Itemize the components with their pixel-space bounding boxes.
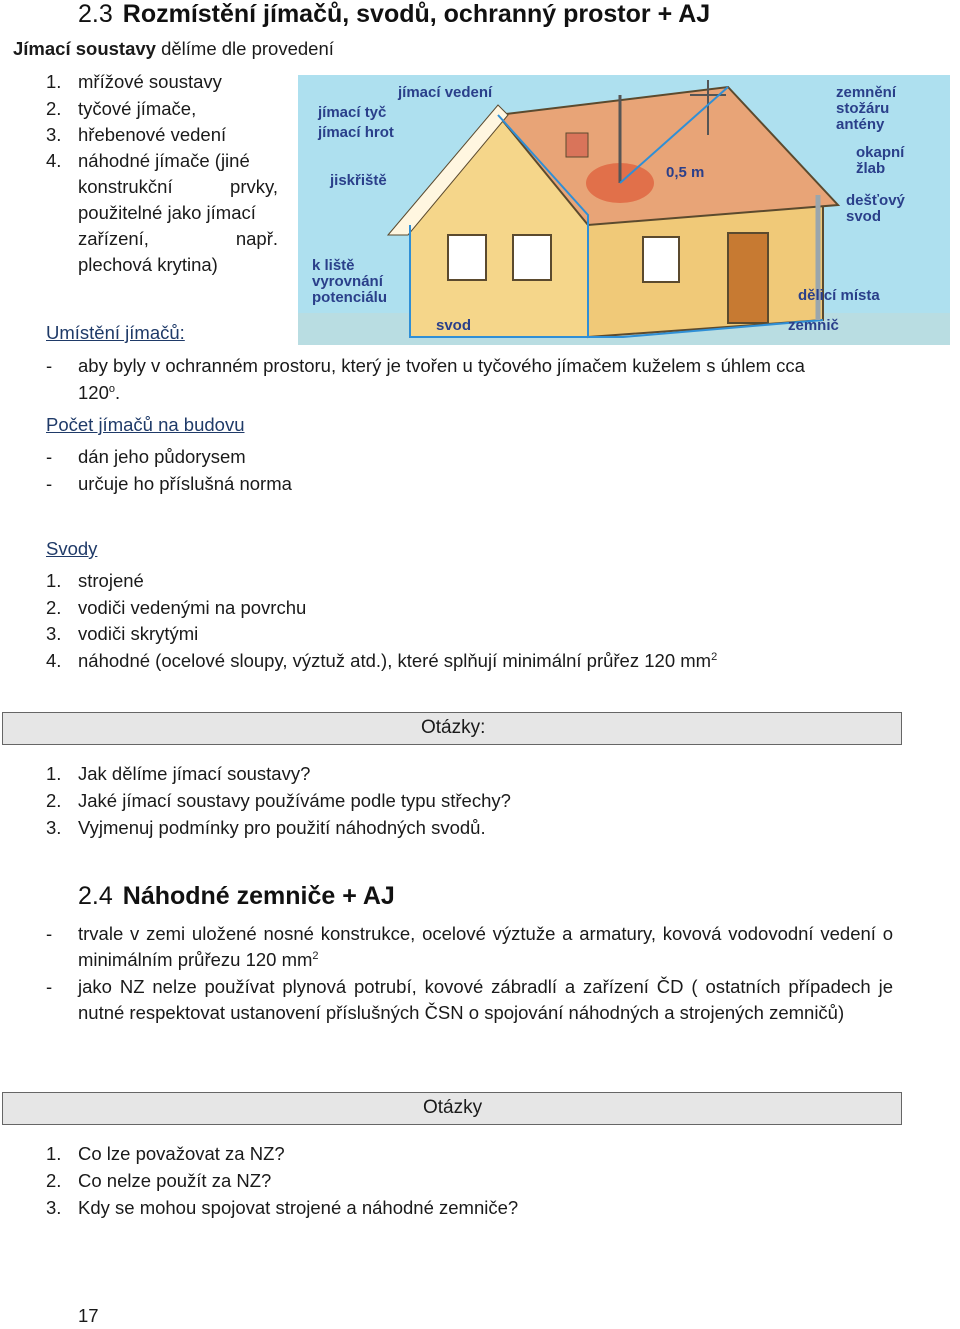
label-jimaci-vedeni: jímací vedení xyxy=(398,84,493,101)
svody-heading: Svody xyxy=(46,538,98,559)
window xyxy=(643,237,679,282)
questions-label: Otázky: xyxy=(421,717,486,738)
placement-angle: 120$^o$. xyxy=(78,382,121,403)
label-stozaru: stožáru xyxy=(836,100,890,117)
label-jimaci-tyc: jímací tyč xyxy=(318,104,387,121)
window xyxy=(513,235,551,280)
label-jimaci-hrot: jímací hrot xyxy=(318,124,394,141)
list-item: hřebenové vedení xyxy=(78,124,227,145)
intro-line xyxy=(13,36,334,62)
placement-text: aby byly v ochranném prostoru, který je tvořen u tyčového jímačem kuželem s úhlem cca xyxy=(78,355,805,376)
label-zemneni: zemnění xyxy=(836,84,897,101)
section-title: Rozmístění jímačů, svodů, ochranný prostor + AJ xyxy=(122,0,711,28)
list-item: náhodné (ocelové sloupy, výztuž atd.), které splňují minimální průřez 120 $mm^2$ xyxy=(78,650,718,671)
label-svod: svod xyxy=(436,317,472,334)
question-item: Jaké jímací soustavy používáme podle typu střechy? xyxy=(78,790,511,811)
question-item: Co nelze použít za NZ? xyxy=(78,1170,272,1191)
label-svod-2: svod xyxy=(846,208,882,225)
chimney xyxy=(566,133,588,157)
section-title: Náhodné zemniče + AJ xyxy=(122,882,395,910)
intro-bold: Jímací soustavy xyxy=(13,38,156,59)
list-item: dán jeho půdorysem xyxy=(78,446,246,467)
section-number: 2.3 xyxy=(78,0,113,28)
list-item: vodiči vedenými na povrchu xyxy=(78,597,307,618)
page-number: 17 xyxy=(78,1305,99,1326)
label-okapni: okapní xyxy=(856,144,905,161)
label-jiskriste: jiskřiště xyxy=(330,172,387,189)
window xyxy=(448,235,486,280)
section-heading-2-4 xyxy=(78,882,395,911)
list-item: mřížové soustavy xyxy=(78,71,222,92)
intro-rest: dělíme dle provedení xyxy=(155,38,334,59)
question-item: Vyjmenuj podmínky pro použití náhodných svodů. xyxy=(78,817,486,838)
questions-bar xyxy=(2,712,902,745)
label-k-liste: k liště xyxy=(312,257,355,274)
count-heading: Počet jímačů na budovu xyxy=(46,414,245,435)
list-item: strojené xyxy=(78,570,144,591)
section-number: 2.4 xyxy=(78,882,113,910)
label-zlab: žlab xyxy=(856,160,886,177)
label-destovy: dešťový xyxy=(846,192,905,209)
bullet-text: trvale v zemi uložené nosné konstrukce, ocelové výztuže a armatury, kovová vodovodní vedení o minimálním průřezu 120 $mm^2$ xyxy=(78,923,893,970)
label-anteny: antény xyxy=(836,116,885,133)
question-item: Kdy se mohou spojovat strojené a náhodné zemniče? xyxy=(78,1197,519,1218)
questions-label: Otázky xyxy=(423,1097,483,1118)
label-vyrovnani: vyrovnání xyxy=(312,273,383,290)
lightning-protection-diagram xyxy=(298,75,950,345)
list-item: vodiči skrytými xyxy=(78,623,199,644)
label-distance: 0,5 m xyxy=(666,164,705,181)
door xyxy=(728,233,768,323)
label-potencialu: potenciálu xyxy=(312,289,388,306)
questions-bar xyxy=(2,1092,902,1125)
bullet-text: jako NZ nelze používat plynová potrubí, kovové zábradlí a zařízení ČD ( ostatních případech je nutné respektovat ustanovení příslušných ČSN o spojování náhodných a strojených zemničů) xyxy=(78,976,893,1023)
list-item: určuje ho příslušná norma xyxy=(78,473,292,494)
label-zemnic: zemnič xyxy=(788,317,839,334)
list-item: tyčové jímače, xyxy=(78,98,197,119)
placement-heading: Umístění jímačů: xyxy=(46,322,185,343)
section-heading-2-3 xyxy=(78,0,710,29)
label-delici-mista: dělicí místa xyxy=(798,287,880,304)
question-item: Co lze považovat za NZ? xyxy=(78,1143,285,1164)
question-item: Jak dělíme jímací soustavy? xyxy=(78,763,311,784)
list-item-4: náhodné jímače (jiné konstrukční prvky, použitelné jako jímací zařízení, např. plechová krytina) xyxy=(78,150,278,275)
